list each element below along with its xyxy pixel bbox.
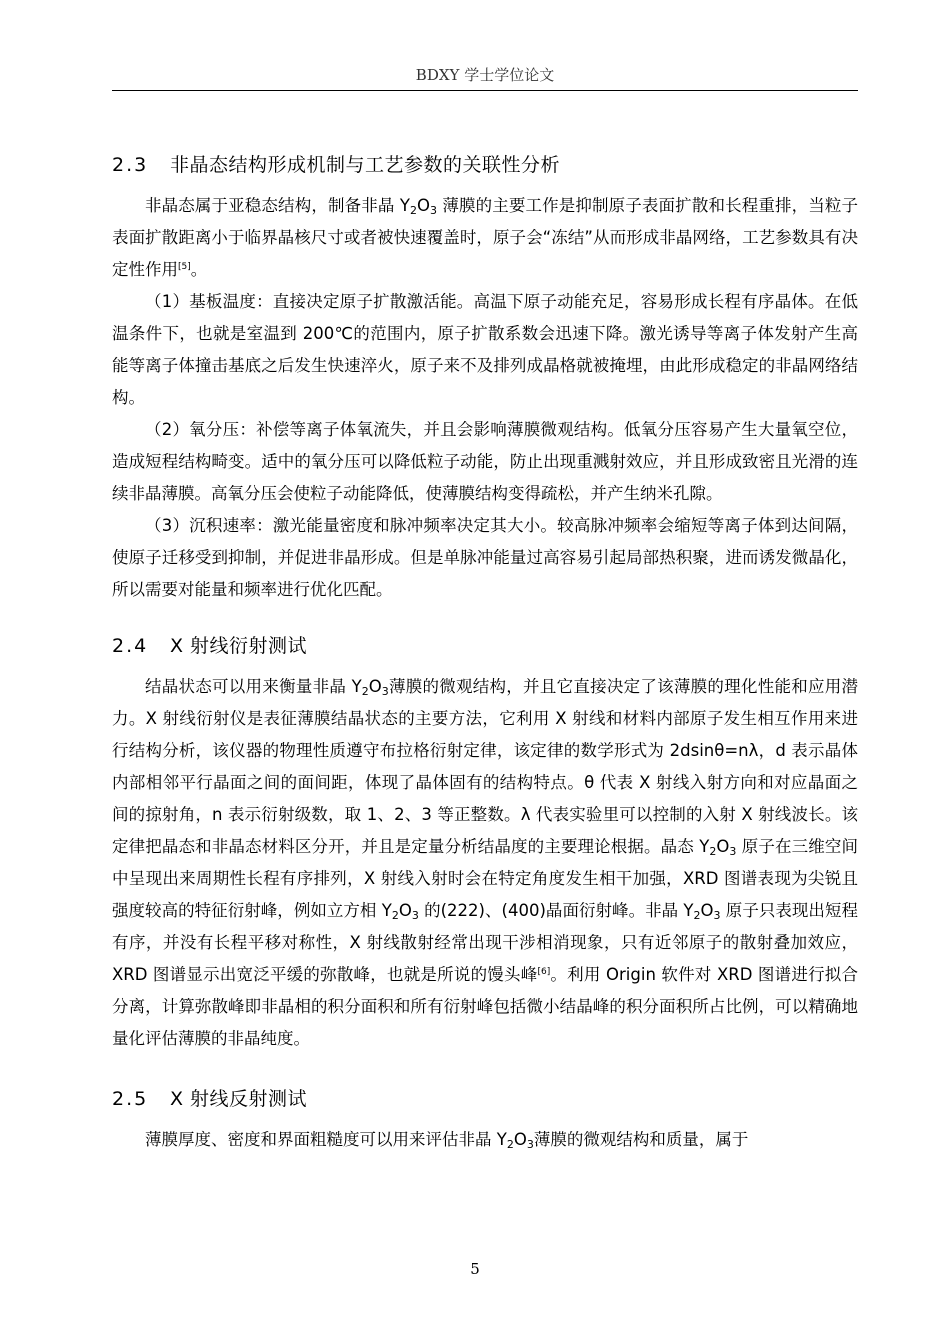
section-gap [112, 606, 858, 631]
section-gap [112, 1055, 858, 1084]
citation-ref: [6] [537, 967, 551, 977]
paragraph-intro: 非晶态属于亚稳态结构，制备非晶 $Y_2O_3$ 薄膜的主要工作是抑制原子表面扩散和长程重排，当粒子表面扩散距离小于临界晶核尺寸或者被快速覆盖时，原子会“冻结”从而形成非晶网络，工艺参数具有决定性作用[5]。 [112, 196, 859, 279]
section-title: X 射线反射测试 [170, 1088, 308, 1110]
header-title: BDXY 学士学位论文 [415, 66, 555, 84]
section-heading-2-5 [112, 1084, 858, 1124]
section-number: 2.3 [112, 154, 149, 176]
section-heading-2-4 [112, 631, 858, 671]
paragraph-xrr: 薄膜厚度、密度和界面粗糙度可以用来评估非晶 $Y_2O_3$薄膜的微观结构和质量，属于 [145, 1130, 749, 1151]
page-header [112, 62, 858, 91]
paragraph-substrate-temperature: （1）基板温度：直接决定原子扩散激活能。高温下原子动能充足，容易形成长程有序晶体。在低温条件下，也就是室温到 200℃的范围内，原子扩散系数会迅速下降。激光诱导等离子体发射产生高能等离子体撞击基底之后发生快速淬火，原子来不及排列成晶格就被掩埋，由此形成稳定的非晶网络结构。 [112, 292, 858, 407]
section-number: 2.4 [112, 635, 149, 657]
citation-ref: [5] [178, 262, 191, 272]
section-title: 非晶态结构形成机制与工艺参数的关联性分析 [170, 154, 561, 176]
section-title: X 射线衍射测试 [170, 635, 308, 657]
page-number: 5 [470, 1260, 480, 1278]
document-body [112, 150, 858, 1156]
paragraph-deposition-rate: （3）沉积速率：激光能量密度和脉冲频率决定其大小。较高脉冲频率会缩短等离子体到达间隔，使原子迁移受到抑制，并促进非晶形成。但是单脉冲能量过高容易引起局部热积聚，进而诱发微晶化，所以需要对能量和频率进行优化匹配。 [112, 516, 858, 599]
section-number: 2.5 [112, 1088, 149, 1110]
section-heading-2-3 [112, 150, 858, 190]
paragraph-oxygen-pressure: （2）氧分压：补偿等离子体氧流失，并且会影响薄膜微观结构。低氧分压容易产生大量氧空位，造成短程结构畸变。适中的氧分压可以降低粒子动能，防止出现重溅射效应，并且形成致密且光滑的连续非晶薄膜。高氧分压会使粒子动能降低，使薄膜结构变得疏松，并产生纳米孔隙。 [112, 420, 858, 503]
paragraph-xrd: 结晶状态可以用来衡量非晶 $Y_2O_3$薄膜的微观结构，并且它直接决定了该薄膜的理化性能和应用潜力。X 射线衍射仪是表征薄膜结晶状态的主要方法，它利用 X 射线和材料内部原子发生相互作用来进行结构分析，该仪器的物理性质遵守布拉格衍射定律，该定律的数学形式为 2dsinθ=nλ，d 表示晶体内部相邻平行晶面之间的面间距，体现了晶体固有的结构特点。θ 代表 X 射线入射方向和对应晶面之间的掠射角，n 表示衍射级数，取 1、2、3 等正整数。λ 代表实验里可以控制的入射 X 射线波长。该定律把晶态和非晶态材料区分开，并且是定量分析结晶度的主要理论根据。晶态 $Y_2O_3$ 原子在三维空间中呈现出来周期性长程有序排列，X 射线入射时会在特定角度发生相干加强，XRD 图谱表现为尖锐且强度较高的特征衍射峰，例如立方相 $Y_2O_3$ 的(222)、(400)晶面衍射峰。非晶 $Y_2O_3$ 原子只表现出短程有序，并没有长程平移对称性，X 射线散射经常出现干涉相消现象，只有近邻原子的散射叠加效应，XRD 图谱显示出宽泛平缓的弥散峰，也就是所说的馒头峰[6]。利用 Origin 软件对 XRD 图谱进行拟合分离，计算弥散峰即非晶相的积分面积和所有衍射峰包括微小结晶峰的积分面积所占比例，可以精确地量化评估薄膜的非晶纯度。 [112, 677, 859, 1048]
